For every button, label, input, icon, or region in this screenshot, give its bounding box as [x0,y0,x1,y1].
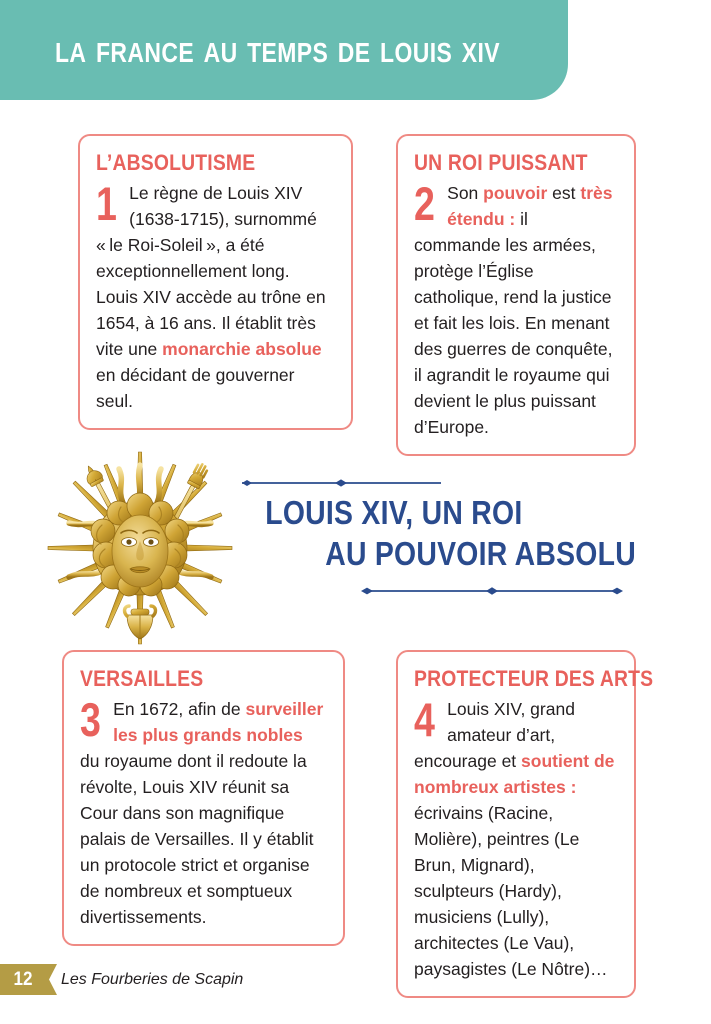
fact-box-number: 3 [80,693,101,746]
sun-face [112,515,168,587]
decorative-rule-top [236,476,446,490]
page-title: la france au temps de louis xiv [55,27,500,71]
fact-box-body [414,693,618,982]
highlighted-text: très étendu : [447,183,613,229]
highlighted-text: surveiller les plus grands nobles [113,699,324,745]
highlighted-text: monarchie absolue [162,339,322,359]
fact-box-heading: L’ABSOLUTISME [96,150,256,175]
centre-title-block [236,470,636,600]
fact-box-text [80,693,324,927]
fact-box-heading: VERSAILLES [80,666,204,691]
plain-text: du royaume dont il redoute la révolte, Louis XIV réunit sa Cour dans son magnifique palais de Versailles. Il y établit un protocole strict et organise de nombreux et somptueux divertissements. [80,751,314,927]
book-title: Les Fourberies de Scapin [61,971,244,988]
plain-text: Le règne de Louis XIV (1638-1715), surnommé « le Roi-Soleil », a été exceptionnellement long. Louis XIV accède au trône en 1654, à 16 ans. Il établit très vite une [96,183,326,359]
fact-box-versailles [62,650,345,946]
fact-box-absolutisme [78,134,353,430]
highlighted-text: soutient de nombreux artistes : [414,751,615,797]
fact-box-body [414,177,618,440]
fact-box-number: 2 [414,177,435,230]
highlighted-text: pouvoir [483,183,548,203]
page-footer [0,964,711,1004]
fact-box-text [414,177,613,437]
fact-box-number: 4 [414,693,435,746]
fact-box-protecteur-des-arts [396,650,654,998]
sun-finial [125,606,156,639]
plain-text: En 1672, afin de [113,699,246,719]
plain-text: Louis XIV, grand amateur d’art, encourage et [414,699,575,771]
centre-title-line-1: LOUIS XIV, UN ROI [265,494,523,531]
decorative-rule-bottom [358,584,626,598]
plain-text: Son [447,183,484,203]
fact-box-heading: PROTECTEUR DES ARTS [414,666,654,691]
fact-box-body [96,177,335,414]
plain-text: est [547,183,581,203]
plain-text: écrivains (Racine, Molière), peintres (Le Brun, Mignard), sculpteurs (Hardy), musiciens (Lully), architectes (Le Vau), paysagistes (Le Nôtre)… [414,803,608,979]
sun-king-emblem-icon [45,445,235,650]
centre-title-line-2: AU POUVOIR ABSOLU [325,535,636,572]
fact-box-roi-puissant [396,134,636,456]
fact-box-heading: UN ROI PUISSANT [414,150,588,175]
fact-box-body [80,693,327,930]
page-number: 12 [13,969,33,990]
fact-box-text [96,177,326,411]
plain-text: il commande les armées, protège l’Église catholique, rend la justice et fait les lois. En menant des guerres de conquête, il agrandit le royaume qui devient le plus puissant d’Europe. [414,209,613,437]
centre-title [236,492,636,574]
fact-box-text [414,693,615,979]
fact-box-number: 1 [96,177,117,230]
header-banner [0,0,568,100]
plain-text: en décidant de gouverner seul. [96,365,295,411]
